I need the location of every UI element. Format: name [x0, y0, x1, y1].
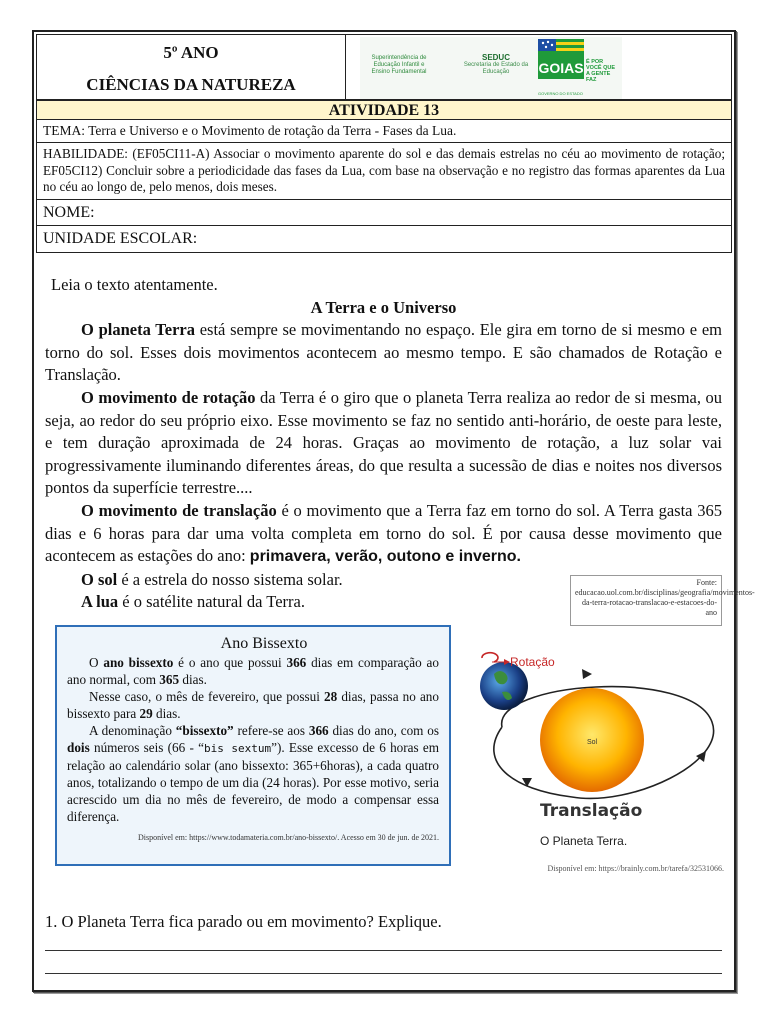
text: dias em comparação ao ano normal, com	[67, 655, 440, 687]
paragraph-planeta	[45, 319, 722, 387]
bold-text: 29	[139, 706, 153, 721]
ano-bissexto-box	[55, 625, 451, 866]
p5-text: é o satélite natural da Terra.	[118, 592, 305, 612]
rotation-label: Rotação	[510, 655, 555, 669]
source-box: Fonte: educacao.uol.com.br/disciplinas/geografia/movimentos-da-terra-rotacao-translacao-e-estacoes-do-ano	[570, 575, 722, 626]
bissexto-source: Disponível em: https://www.todamateria.com.br/ano-bissexto/. Acesso em 30 de jun. de 2021.	[138, 833, 439, 842]
orbit-illustration	[472, 632, 728, 850]
p3-text: é o movimento que a Terra faz em torno do sol. A Terra gasta 365 dias e 6 horas para dar uma volta completa em torno do sol. É por causa desse movimento que acontecem as estações do ano:	[45, 500, 722, 566]
activity-header	[36, 34, 732, 253]
seasons-text: primavera, verão, outono e inverno.	[249, 548, 521, 566]
diagram-source: Disponível em: https://brainly.com.br/tarefa/32531066.	[547, 864, 724, 873]
seduc-subtitle: Secretaria de Estado da Educação	[463, 62, 529, 75]
rotation-arrow-icon	[482, 653, 498, 662]
answer-line-1[interactable]	[45, 950, 722, 951]
unidade-escolar-field[interactable]: UNIDADE ESCOLAR:	[36, 226, 732, 253]
bis-sextum-text: bis sextum	[203, 742, 272, 755]
logo-cell	[346, 34, 732, 100]
p1-text: está sempre se movimentando no espaço. Ele gira em torno de si mesmo e em torno do sol. Esses dois movimentos acontecem ao mesmo tempo. E são chamados de Rotação e Translação.	[45, 320, 722, 385]
bissexto-title: Ano Bissexto	[220, 635, 308, 652]
bold-text: “bissexto”	[175, 723, 234, 738]
goias-logo	[538, 39, 622, 99]
bold-text: 365	[159, 672, 180, 687]
bold-text: dois	[67, 740, 90, 755]
answer-line-2[interactable]	[45, 973, 722, 974]
text: dias do ano, com os	[328, 723, 439, 738]
p4-bold: O sol	[81, 569, 118, 589]
bissexto-p1	[67, 654, 439, 688]
text: números seis (66 - “	[89, 740, 204, 755]
text: Nesse caso, o mês de fevereiro, que possui	[89, 689, 325, 704]
sun-label: Sol	[586, 739, 598, 746]
title-cell	[36, 34, 346, 100]
earth-icon	[480, 662, 528, 710]
paragraph-rotacao	[45, 387, 722, 500]
earth-movement-diagram	[472, 632, 728, 850]
text: dias.	[152, 706, 181, 721]
p3-bold: O movimento de translação	[81, 500, 277, 520]
nome-field[interactable]: NOME:	[36, 200, 732, 226]
question-1: 1. O Planeta Terra fica parado ou em movimento? Explique.	[45, 912, 442, 931]
logo-strip	[360, 37, 622, 99]
paragraph-translacao	[45, 500, 722, 569]
bissexto-p3	[67, 722, 439, 825]
diagram-caption: O Planeta Terra.	[540, 834, 628, 848]
bold-text: 28	[324, 689, 338, 704]
bold-text: ano bissexto	[103, 655, 174, 670]
bold-text: 366	[286, 655, 307, 670]
text: dias.	[179, 672, 207, 687]
seduc-logo	[456, 53, 536, 76]
bissexto-p2	[67, 688, 439, 722]
text: ”). Esse excesso de 6 horas em relação ao calendário solar (ano bissexto: 365+6horas), a cada quatro anos, totalizando o tempo de um dia (24 horas). Por esse motivo, seria acrescido um dia no mês de fevereiro, de modo a compensar essa diferença.	[67, 740, 439, 824]
p5-bold: A lua	[81, 592, 119, 612]
superintendencia-logo: Superintendência de Educação Infantil e Ensino Fundamental	[371, 55, 427, 75]
habilidade-row: HABILIDADE: (EF05CI11-A) Associar o movimento aparente do sol e das demais estrelas no céu ao movimento de rotação; EF05CI12) Concluir sobre a periodicidade das fases da Lua, com base na observação e no registro das formas aparentes da Lua no céu ao longo de, pelo menos, dois meses.	[36, 143, 732, 200]
intro-line: Leia o texto atentamente.	[51, 275, 218, 294]
p2-text: da Terra é o giro que o planeta Terra realiza ao redor de si mesma, ou seja, ao redor do seu próprio eixo. Esse movimento se faz no sentido anti-horário, de oeste para leste, e tem duração aproximada de 24 horas. Graças ao movimento de rotação, a luz solar vai progressivamente iluminando diferentes áreas, do que resulta a sucessão de dias e noites nos diversos pontos da superfície terrestre....	[45, 387, 722, 498]
goias-wordmark: GOIAS	[538, 57, 584, 79]
p4-text: é a estrela do nosso sistema solar.	[117, 569, 343, 589]
tema-row: TEMA: Terra e Universo e o Movimento de rotação da Terra - Fases da Lua.	[36, 120, 732, 143]
reading-text	[45, 274, 722, 614]
text: A denominação	[89, 723, 176, 738]
activity-title: ATIVIDADE 13	[36, 100, 732, 120]
goias-tagline: É POR VOCÊ QUE A GENTE FAZ	[586, 59, 616, 83]
p2-bold: O movimento de rotação	[81, 387, 256, 407]
text: é o ano que possui	[173, 655, 287, 670]
text-heading: A Terra e o Universo	[310, 297, 457, 317]
text: dias, passa no ano bissexto para	[67, 689, 439, 721]
seduc-title: SEDUC	[481, 53, 510, 62]
goias-government: GOVERNO DO ESTADO	[538, 91, 583, 96]
text: refere-se aos	[233, 723, 309, 738]
p1-bold: O planeta Terra	[81, 320, 195, 340]
translation-label: Translação	[540, 801, 643, 821]
flag-icon	[538, 39, 584, 57]
subject-label: CIÊNCIAS DA NATUREZA	[86, 75, 296, 94]
bold-text: 366	[308, 723, 329, 738]
text: O	[89, 655, 104, 670]
grade-label: 5º ANO	[163, 43, 219, 62]
